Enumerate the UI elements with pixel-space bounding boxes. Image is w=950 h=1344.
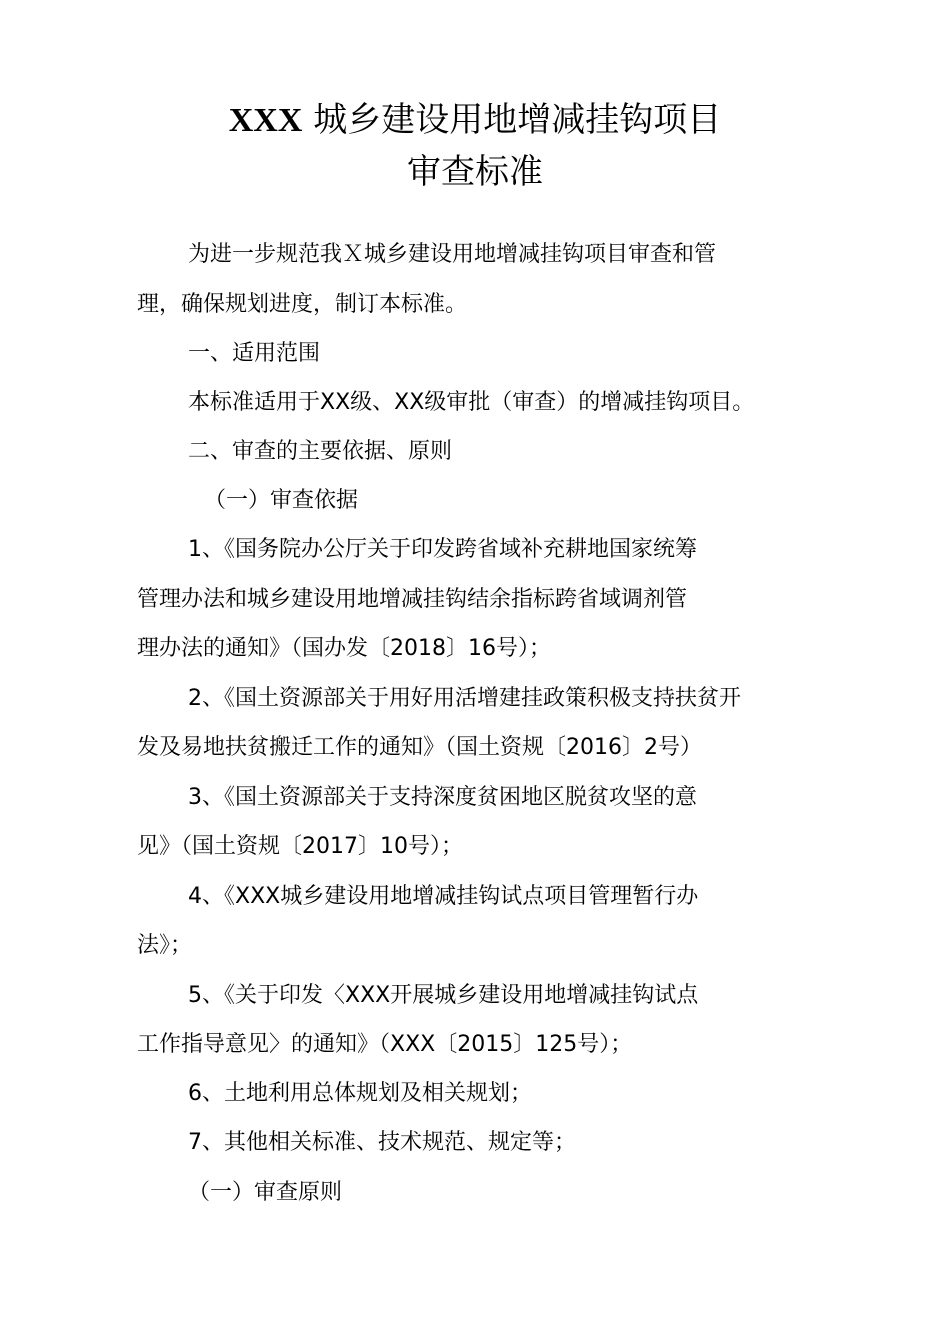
section-heading-scope: 一、适用范围 (188, 341, 321, 366)
title-prefix: XXX (228, 102, 303, 139)
basis-item-5-line-1: 5、《关于印发〈XXX开展城乡建设用地增减挂钩试点 (188, 983, 699, 1008)
basis-item-1-line-2: 管理办法和城乡建设用地增减挂钩结余指标跨省域调剂管 (137, 587, 688, 612)
subsection-heading-review-basis: （一）审查依据 (204, 488, 359, 513)
basis-item-3-line-1: 3、《国土资源部关于支持深度贫困地区脱贫攻坚的意 (188, 785, 697, 810)
basis-item-5-line-2: 工作指导意见〉的通知》（XXX〔2015〕125号）； (137, 1032, 633, 1057)
basis-item-3-line-2: 见》（国土资规〔2017〕10号）； (137, 834, 463, 859)
basis-item-1-line-3: 理办法的通知》（国办发〔2018〕16号）； (137, 636, 551, 661)
scope-text: 本标准适用于XX级、XX级审批（审查）的增减挂钩项目。 (188, 390, 755, 415)
title-line-1-rest: 城乡建设用地增减挂钩项目 (302, 100, 722, 140)
basis-item-2-line-2: 发及易地扶贫搬迁工作的通知》（国土资规〔2016〕2号） (137, 735, 702, 760)
document-title-line-1 (0, 100, 950, 141)
intro-line-1: 为进一步规范我Ｘ城乡建设用地增减挂钩项目审查和管 (188, 242, 717, 267)
basis-item-6: 6、土地利用总体规划及相关规划； (188, 1081, 532, 1106)
intro-line-2: 理，确保规划进度，制订本标准。 (137, 292, 468, 317)
basis-item-7: 7、其他相关标准、技术规范、规定等； (188, 1130, 576, 1155)
basis-item-4-line-2: 法》； (137, 933, 193, 958)
document-title-line-2: 审查标准 (407, 152, 543, 192)
basis-item-1-line-1: 1、《国务院办公厅关于印发跨省域补充耕地国家统筹 (188, 537, 697, 562)
subsection-heading-review-principles: （一）审查原则 (188, 1180, 343, 1205)
basis-item-4-line-1: 4、《XXX城乡建设用地增减挂钩试点项目管理暂行办 (188, 884, 699, 909)
section-heading-basis: 二、审查的主要依据、原则 (188, 439, 453, 464)
basis-item-2-line-1: 2、《国土资源部关于用好用活增建挂政策积极支持扶贫开 (188, 686, 741, 711)
